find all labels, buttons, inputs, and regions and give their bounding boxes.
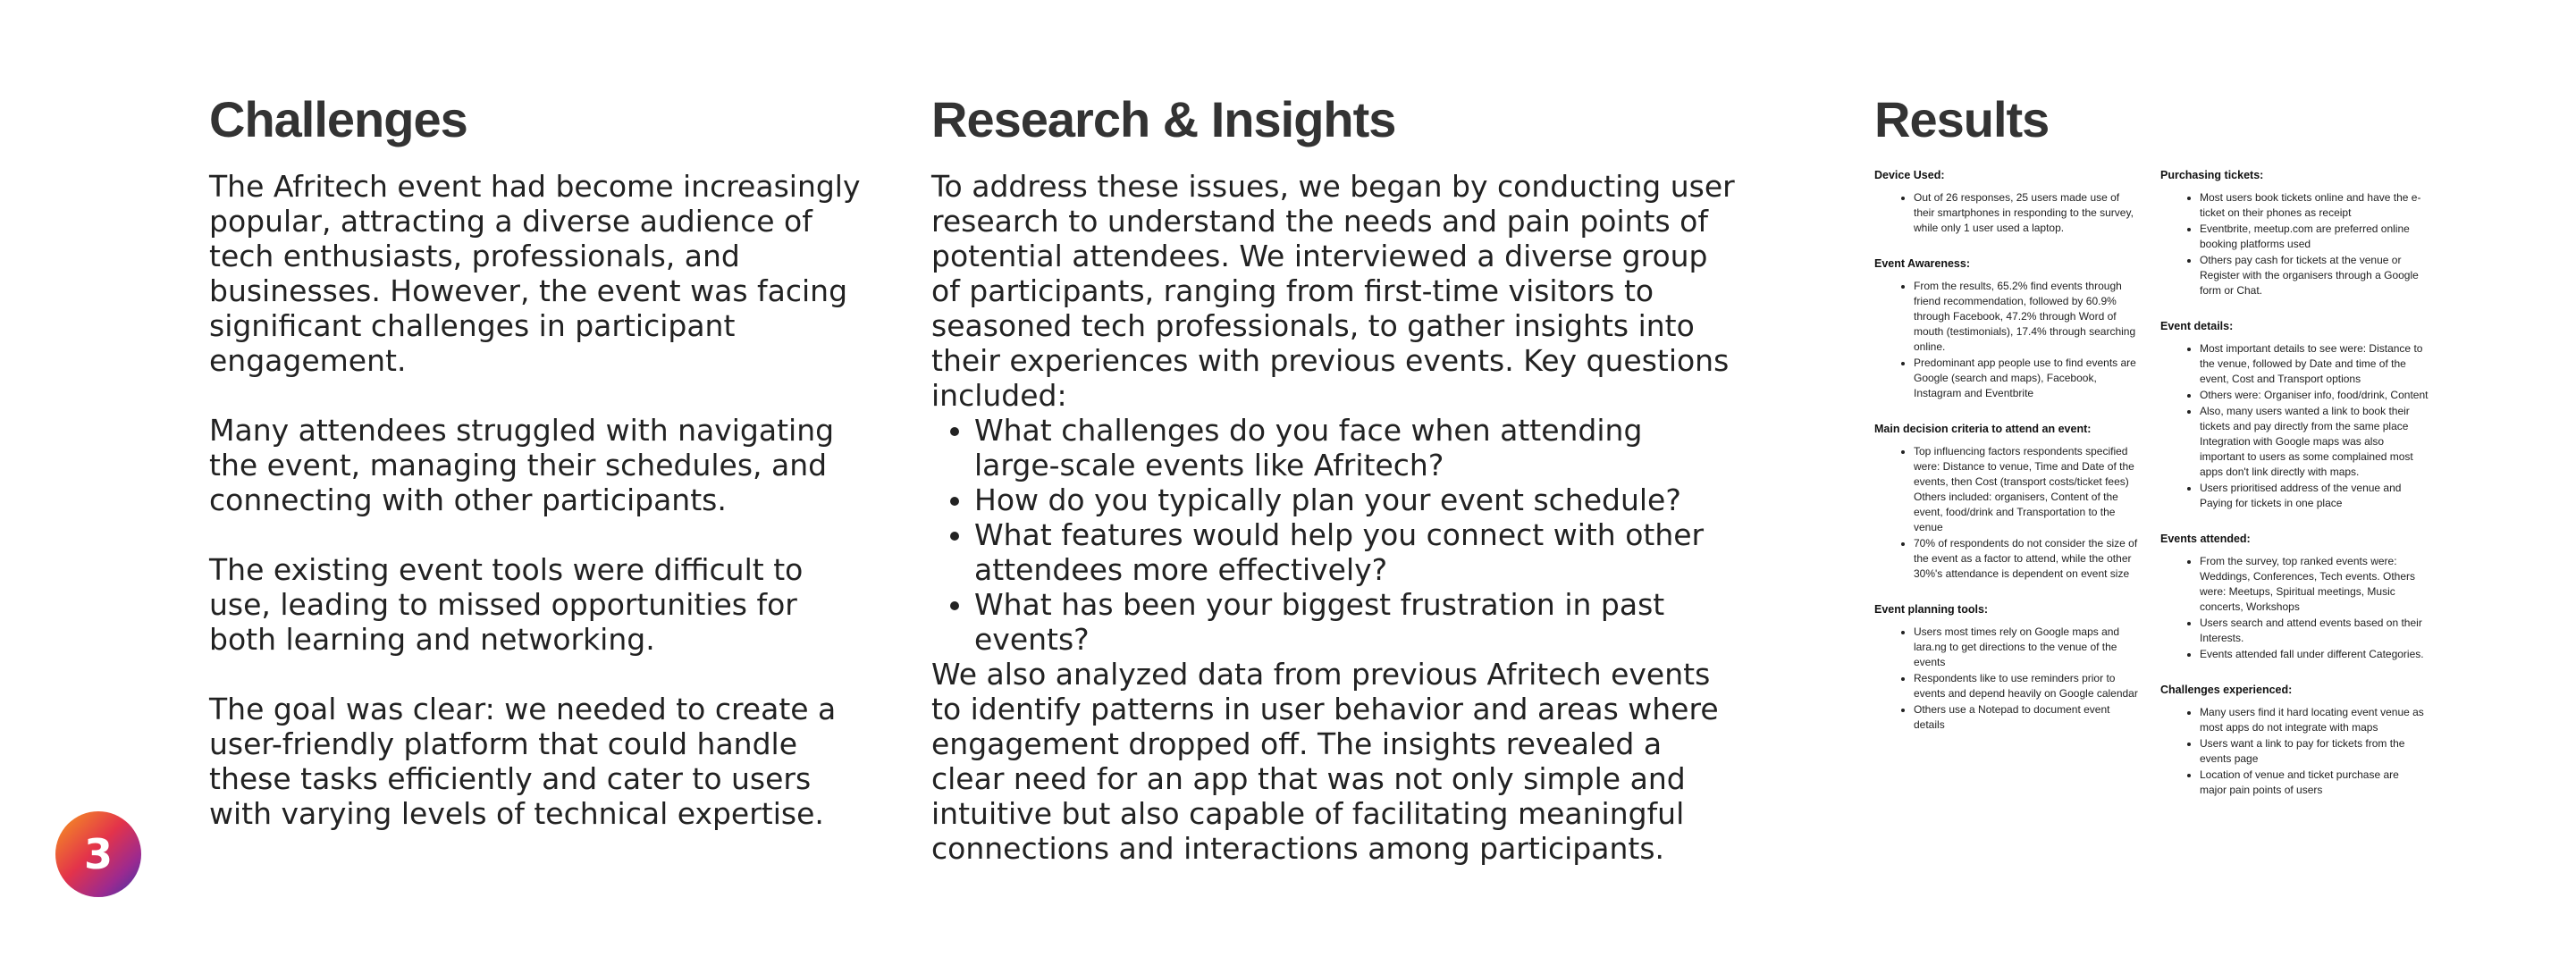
list-item: • Events attended fall under different Categories.	[2200, 647, 2429, 662]
event-awareness-section	[1874, 257, 2142, 401]
research-question: • What has been your biggest frustration in past events?	[974, 587, 1736, 657]
list-item: • Out of 26 responses, 25 users made use of their smartphones in responding to the survey, while only 1 user used a laptop.	[1914, 190, 2142, 236]
section-title: Purchasing tickets:	[2160, 169, 2264, 182]
list-item: • 70% of respondents do not consider the size of the event as a factor to attend, while the other 30%'s attendance is dependent on event size	[1914, 536, 2142, 582]
results-left-column	[1874, 169, 2142, 819]
challenges-experienced-section	[2160, 684, 2429, 798]
list-item: • Others use a Notepad to document event details	[1914, 702, 2142, 733]
page-number: 3	[83, 830, 113, 878]
challenges-paragraph: The goal was clear: we needed to create a user-friendly platform that could handle these tasks efficiently and cater to users with varying levels of technical expertise.	[209, 692, 837, 832]
list-item: • Location of venue and ticket purchase are major pain points of users	[2200, 768, 2429, 798]
list-item: • Predominant app people use to find events are Google (search and maps), Facebook, Instagram and Eventbrite	[1914, 356, 2142, 401]
research-intro: To address these issues, we began by conducting user research to understand the needs and pain points of potential attendees. We interviewed a diverse group of participants, ranging from first-time visitors to seasoned tech professionals, to gather insights into their experiences with previous events. Key questions included:	[931, 169, 1735, 414]
section-title: Events attended:	[2160, 533, 2251, 546]
list-item: • Also, many users wanted a link to book their tickets and pay directly from the same place Integration with Google maps was also important to users as some complained most apps don't link directly with maps.	[2200, 404, 2429, 480]
results-right-column	[2160, 169, 2429, 819]
research-questions-list	[931, 413, 1736, 657]
section-list	[2160, 190, 2429, 298]
section-list	[2160, 705, 2429, 798]
list-item: • Others pay cash for tickets at the venue or Register with the organisers through a Google form or Chat.	[2200, 253, 2429, 298]
research-body	[931, 169, 1736, 866]
event-planning-tools-section	[1874, 603, 2142, 733]
section-title: Challenges experienced:	[2160, 684, 2293, 697]
research-question: • How do you typically plan your event schedule?	[974, 482, 1736, 517]
page-number-badge	[55, 811, 141, 897]
section-title: Event Awareness:	[1874, 257, 1970, 271]
list-item: • Others were: Organiser info, food/drink, Content	[2200, 388, 2429, 403]
list-item: • Eventbrite, meetup.com are preferred online booking platforms used	[2200, 222, 2429, 252]
event-details-section	[2160, 320, 2429, 511]
results-section	[1874, 89, 2518, 819]
list-item: • Users want a link to pay for tickets from the events page	[2200, 736, 2429, 767]
purchasing-tickets-section	[2160, 169, 2429, 298]
list-item: • Most important details to see were: Distance to the venue, followed by Date and time of the event, Cost and Transport options	[2200, 341, 2429, 387]
device-used-section	[1874, 169, 2142, 236]
research-heading: Research & Insights	[931, 91, 1396, 147]
list-item: • From the survey, top ranked events were: Weddings, Conferences, Tech events. Others were: Meetups, Spiritual meetings, Music concerts, Workshops	[2200, 554, 2429, 615]
events-attended-section	[2160, 533, 2429, 662]
section-title: Event planning tools:	[1874, 603, 1989, 617]
section-list	[1874, 190, 2142, 236]
challenges-paragraph: Many attendees struggled with navigating the event, managing their schedules, and connecting with other participants.	[209, 413, 835, 518]
list-item: • Most users book tickets online and have the e-ticket on their phones as receipt	[2200, 190, 2429, 221]
section-list	[2160, 341, 2429, 511]
research-question: • What features would help you connect with other attendees more effectively?	[974, 517, 1736, 587]
section-list	[1874, 625, 2142, 733]
section-title: Main decision criteria to attend an event:	[1874, 423, 2092, 436]
section-title: Device Used:	[1874, 169, 1945, 182]
challenges-paragraph: The Afritech event had become increasingly popular, attracting a diverse audience of tech enthusiasts, professionals, and businesses. However, the event was facing significant challenges in participant engagement.	[209, 169, 861, 379]
section-list	[2160, 554, 2429, 662]
section-title: Event details:	[2160, 320, 2234, 333]
research-section	[931, 89, 1736, 866]
research-outro: We also analyzed data from previous Afritech events to identify patterns in user behavior and areas where engagement dropped off. The insights revealed a clear need for an app that was not only simple and intuitive but also capable of facilitating meaningful connections and interactions among participants.	[931, 657, 1719, 867]
list-item: • Users search and attend events based on their Interests.	[2200, 616, 2429, 646]
challenges-paragraph: The existing event tools were difficult to use, leading to missed opportunities for both learning and networking.	[209, 552, 804, 658]
list-item: • Many users find it hard locating event venue as most apps do not integrate with maps	[2200, 705, 2429, 735]
list-item: • From the results, 65.2% find events through friend recommendation, followed by 60.9% through Facebook, 47.2% through Word of mouth (testimonials), 17.4% through searching online.	[1914, 279, 2142, 355]
challenges-body	[209, 169, 871, 831]
challenges-heading: Challenges	[209, 91, 467, 147]
results-grid	[1874, 169, 2518, 819]
section-list	[1874, 444, 2142, 582]
results-heading: Results	[1874, 91, 2050, 147]
decision-criteria-section	[1874, 423, 2142, 582]
section-list	[1874, 279, 2142, 401]
challenges-section	[209, 89, 871, 866]
list-item: • Users most times rely on Google maps and lara.ng to get directions to the venue of the events	[1914, 625, 2142, 670]
list-item: • Top influencing factors respondents specified were: Distance to venue, Time and Date of the events, then Cost (transport costs/ticket fees) Others included: organisers, Content of the event, food/drink and Transportation to the venue	[1914, 444, 2142, 535]
list-item: • Users prioritised address of the venue and Paying for tickets in one place	[2200, 481, 2429, 511]
list-item: • Respondents like to use reminders prior to events and depend heavily on Google calendar	[1914, 671, 2142, 701]
research-question: • What challenges do you face when attending large-scale events like Afritech?	[974, 413, 1736, 482]
